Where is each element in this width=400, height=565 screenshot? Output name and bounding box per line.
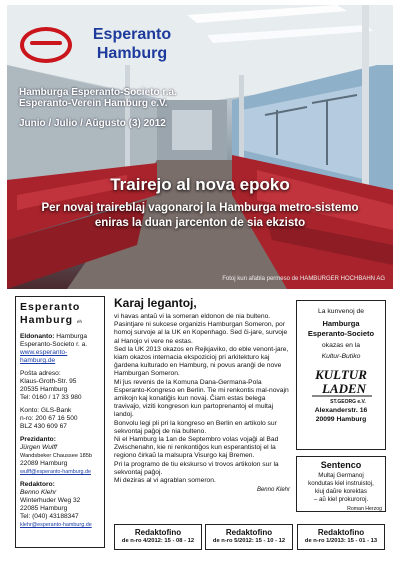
president-name: Jürgen Wulff — [20, 444, 58, 451]
hero-subtitle — [17, 201, 383, 231]
venue-addr-line2: 20099 Hamburg — [315, 415, 367, 423]
logo-sub: ST.GEORG e.V. — [330, 399, 366, 405]
article-paragraph: Pri la programo de tiu ekskurso vi trovos artikolon sur la sekvontaj paĝoj. — [114, 460, 279, 476]
masthead-title-line1: Esperanto — [92, 26, 172, 43]
editor-addr1: Winterhuder Weg 32 — [20, 497, 81, 504]
quote-line: Multaj Germanoj — [318, 472, 364, 479]
quote-title: Sentenco — [320, 460, 362, 470]
deadline-value: de n-ro 4/2012: 15 - 08 - 12 — [121, 538, 195, 544]
bank-line1: Konto: GLS-Bank — [20, 407, 72, 414]
quote-line: – aŭ kiel prokuroroj. — [313, 496, 369, 503]
article-heading: Karaj legantoj, — [114, 296, 197, 310]
postal-phone: Tel: 0160 / 17 33 980 — [20, 394, 82, 401]
article-paragraph: Bonvolu legi pli pri la kongreso en Berlin en artikolo sur sekvontaj paĝoj de nia bulteno. — [114, 419, 277, 435]
venue-occur: okazas en la — [321, 342, 361, 349]
hero-subtitle-line1: Per novaj traireblaj vagonaroj la Hamburga metro-sistemo — [41, 202, 359, 214]
venue-org-line2: Esperanto-Societo — [307, 328, 375, 338]
masthead-title-line2: Hamburg — [96, 45, 168, 62]
esperanto-hamburg-logo — [20, 27, 72, 63]
venue-org — [297, 319, 385, 338]
editor-email-link[interactable]: klehr@esperanto-hamburg.de — [20, 522, 92, 528]
imprint-brand — [20, 301, 100, 328]
venue-address — [297, 407, 385, 424]
article-paragraph: Mi ĵus revenis de la Komuna Dana-Germana-Pola Esperanto-Kongreso en Berlin. Tie mi renkontis mal-novajn amikojn kaj konatiĝis kun novaj. Ĉiam estas belega travivaĵo, viziti kongreson kun partoprenantoj el multaj landoj. — [114, 378, 289, 419]
quote-box — [296, 456, 386, 512]
quote-line: kondutas kiel instruistoj, — [308, 480, 374, 487]
article-paragraph: Ni el Hamburg la 1an de Septembro volas vojaĝi al Bad Zwischenahn, kie ni renkontiĝos kun esperantistoj el la regiono ĉirkaŭ la malsupra Visurgo kaj Bremen. — [114, 436, 279, 460]
deadline-label: Redaktofino — [225, 528, 273, 537]
venue-intro: La kunvenoj de — [317, 308, 365, 315]
hero-photo — [7, 5, 393, 289]
president-block — [20, 436, 100, 476]
issue-date: Junio / Julio / Aŭgusto (3) 2012 — [19, 118, 166, 129]
article-paragraph: Sed la UK 2013 okazos en Rejkjaviko, do eble venont-jare, kiam okazos internacia ekspozicioj pri arkitekturo kaj ĝardena kulturado en Hamburg, ni povus aranĝi de nove Hamburgan Someron. — [114, 345, 289, 378]
editor-label: Redaktoro: — [20, 481, 55, 488]
deadline-label: Redaktofino — [134, 528, 182, 537]
bank-line2: n-ro: 200 67 16 500 — [20, 415, 78, 422]
hero-title: Trairejo al nova epoko — [110, 175, 290, 194]
hero-subtitle-line2: eniras la duan jarcenton de sia ekzisto — [94, 217, 306, 229]
editor-name: Benno Klehr — [20, 489, 57, 496]
article-paragraph: vi havas antaŭ vi la someran eldonon de nia bulteno. Pasintjare ni sukcese organizis Hamburgan Someron, por homoj survoje al la UK en Kopenhago. Sed ĉi-jare, survoje al Hanojo vi vere ne estas. — [114, 313, 288, 345]
editorial-article — [114, 296, 290, 493]
publisher-line1: Hamburga — [56, 333, 88, 340]
deadline-value: de n-ro 1/2013: 15 - 01 - 13 — [304, 538, 378, 544]
masthead-org — [19, 87, 177, 109]
bank-line3: BLZ 430 609 67 — [20, 423, 67, 430]
president-email-link[interactable]: wulff@esperanto-hamburg.de — [20, 469, 91, 475]
logo-word1: KULTUR — [315, 367, 367, 382]
masthead-org-line2: Esperanto-Verein Hamburg e.V. — [19, 98, 168, 109]
masthead-org-line1: Hamburga Esperanto-Societo r.a. — [19, 87, 177, 98]
editor-block — [20, 481, 100, 529]
publisher-label: Eldonanto: — [20, 333, 55, 340]
president-addr1: Wandsbeker Chaussee 185b — [20, 453, 92, 459]
logo-word2: LADEN — [321, 381, 367, 396]
meeting-venue-box — [296, 300, 386, 450]
postal-line1: Klaus-Groth-Str. 95 — [20, 378, 77, 385]
publisher-line2: Esperanto-Societo r. a. — [20, 341, 88, 348]
imprint-brand-line1: Esperanto — [20, 301, 81, 313]
deadline-value: de n-ro 5/2012: 15 - 10 - 12 — [212, 538, 286, 544]
deadline-box-3 — [297, 524, 385, 550]
masthead-title — [77, 25, 187, 63]
editor-addr2: 22085 Hamburg — [20, 505, 68, 512]
venue-org-line1: Hamburga — [322, 319, 360, 328]
deadline-label: Redaktofino — [317, 528, 365, 537]
venue-addr-line1: Alexanderstr. 16 — [314, 407, 368, 414]
quote-author: Roman Herzog — [347, 506, 382, 512]
postal-label: Poŝta adreso: — [20, 370, 61, 377]
website-link[interactable]: www.esperanto-hamburg.de — [20, 349, 68, 364]
photo-credit: Fotoj kun afabla permeso de HAMBURGER HOCHBAHN AG — [222, 276, 385, 282]
deadline-box-2 — [205, 524, 293, 550]
kultur-laden-logo-graphic — [306, 365, 376, 405]
imprint-brand-line2: Hamburg — [20, 314, 74, 326]
postal-line2: 20535 Hamburg — [20, 386, 68, 393]
postal-block — [20, 370, 100, 402]
imprint-brand-suffix: eh — [77, 319, 83, 324]
publisher-block — [20, 333, 100, 365]
bank-block — [20, 407, 100, 431]
quote-line: kiuj daŭre korektas — [315, 488, 367, 495]
deadline-box-1 — [114, 524, 202, 550]
imprint-box — [15, 296, 105, 548]
article-signature: Benno Klehr — [256, 487, 290, 494]
president-addr2: 22089 Hamburg — [20, 460, 68, 467]
president-label: Prezidanto: — [20, 436, 56, 443]
editor-phone: Tel: (040) 43188347 — [20, 513, 79, 520]
kultur-laden-logo — [306, 365, 376, 405]
venue-name: Kultur-Butiko — [321, 353, 361, 360]
article-paragraph: Mi deziras al vi agrablan someron. — [114, 477, 216, 485]
